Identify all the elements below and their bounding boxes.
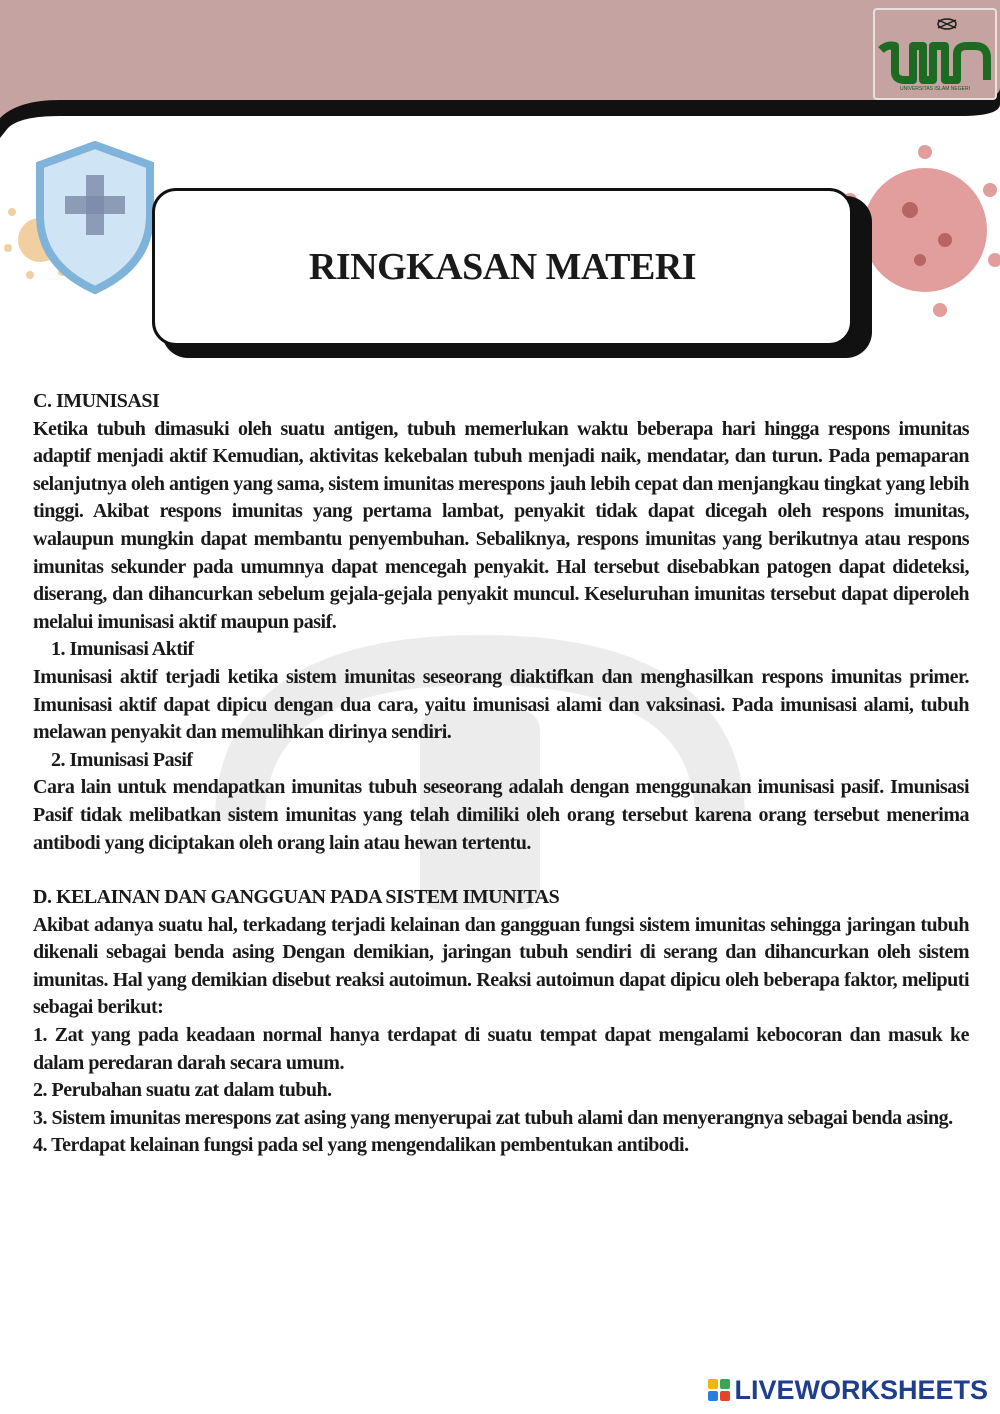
section-c-heading: C. IMUNISASI — [33, 390, 160, 412]
section-d-heading: D. KELAINAN DAN GANGGUAN PADA SISTEM IMUNITAS — [33, 886, 560, 909]
title-box — [152, 188, 853, 346]
section-c-intro: Ketika tubuh dimasuki oleh suatu antigen, tubuh memerlukan waktu beberapa hari hingga respons imunitas adaptif menjadi aktif Kemudian, aktivitas kekebalan tubuh menjadi naik, mendatar, dan turun. Pada pemaparan selanjutnya oleh antigen yang sama, sistem imunitas merespons jauh lebih cepat dan menjangkau tingkat yang lebih tinggi. Akibat respons imunitas yang pertama lambat, penyakit tidak dapat dicegah oleh respons imunitas, walaupun mungkin dapat membantu penyembuhan. Sebaliknya, respons imunitas yang berikutnya atau respons imunitas sekunder pada umumnya dapat mencegah penyakit. Hal tersebut disebabkan patogen dapat dideteksi, diserang, dan dihancurkan sebelum gejala-gejala penyakit muncul. Keseluruhan imunitas tersebut dapat diperoleh melalui imunisasi aktif maupun pasif. — [33, 417, 969, 633]
section-gap — [33, 857, 969, 884]
section-c-sub1-heading: 1. Imunisasi Aktif — [51, 638, 194, 661]
uin-logo — [873, 8, 997, 100]
liveworksheets-wordmark: LIVEWORKSHEETS — [734, 1374, 988, 1405]
liveworksheets-brand[interactable] — [708, 1372, 988, 1408]
list-item: 2. Perubahan suatu zat dalam tubuh. — [33, 1079, 332, 1102]
shield-virus-decoration — [0, 130, 170, 300]
section-d-intro: Akibat adanya suatu hal, terkadang terjadi kelainan dan gangguan fungsi sistem imunitas sehingga jaringan tubuh dikenali sebagai benda asing Dengan demikian, jaringan tubuh sendiri di serang dan dihancurkan oleh sistem imunitas. Hal yang demikian disebut reaksi autoimun. Reaksi autoimun dapat dipicu oleh beberapa faktor, meliputi sebagai berikut: — [33, 913, 969, 1019]
logo-caption: UNIVERSITAS ISLAM NEGERI — [900, 86, 970, 92]
section-c-sub2-text: Cara lain untuk mendapatkan imunitas tubuh seseorang adalah dengan menggunakan imunisasi pasif. Imunisasi Pasif tidak melibatkan sistem imunitas yang telah dimiliki oleh orang tersebut karena orang tersebut menerima antibodi yang diciptakan oleh orang lain atau hewan tertentu. — [33, 776, 969, 854]
list-item: 4. Terdapat kelainan fungsi pada sel yang mengendalikan pembentukan antibodi. — [33, 1134, 689, 1157]
list-item: 3. Sistem imunitas merespons zat asing yang menyerupai zat tubuh alami dan menyerangnya sebagai benda asing. — [33, 1106, 953, 1129]
liveworksheets-logo-icon — [708, 1379, 730, 1401]
content — [33, 388, 969, 1160]
page-title: RINGKASAN MATERI — [308, 246, 697, 288]
header-band — [0, 0, 1000, 140]
section-c-sub1-text: Imunisasi aktif terjadi ketika sistem imunitas seseorang diaktifkan dan menghasilkan respons imunitas primer. Imunisasi aktif dapat dipicu dengan dua cara, yaitu imunisasi alami dan vaksinasi. Pada imunisasi alami, tubuh melawan penyakit dan memulihkan dirinya sendiri. — [33, 665, 969, 744]
list-item: 1. Zat yang pada keadaan normal hanya terdapat di suatu tempat dapat mengalami kebocoran dan masuk ke dalam peredaran darah secara umum. — [33, 1024, 969, 1074]
section-c-sub2-heading: 2. Imunisasi Pasif — [51, 748, 193, 771]
